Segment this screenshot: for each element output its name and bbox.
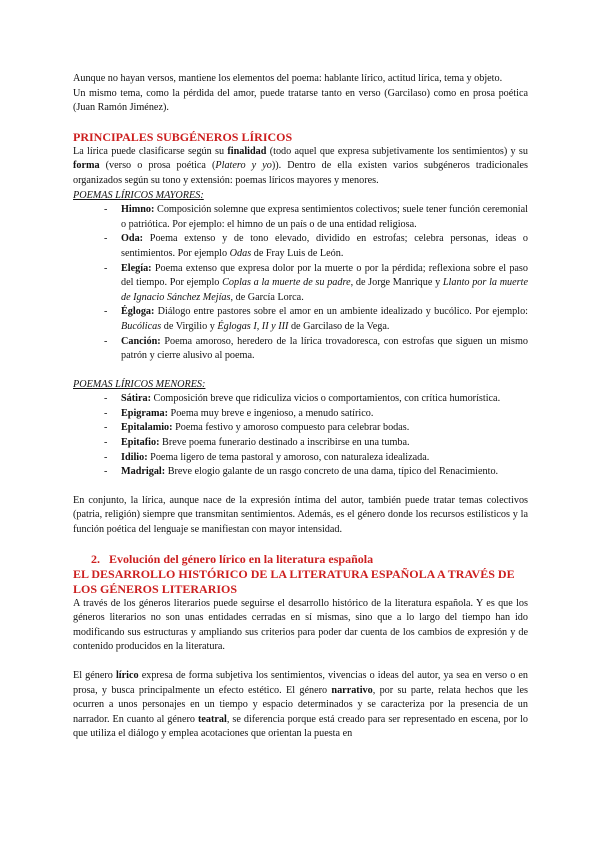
- menores-list: [73, 392, 528, 480]
- list-item: - Elegía: Poema extenso que expresa dolor por la muerte o por la pérdida; reflexiona sobre el paso del tiempo. Por ejemplo Coplas a la muerte de su padre, de Jorge Manrique y Llanto por la muerte de Ignacio Sánchez Mejías, de García Lorca.: [121, 262, 528, 306]
- list-item: - Canción: Poema amoroso, heredero de la lírica trovadoresca, con estrofas que siguen un mismo patrón y cierre alusivo al poema.: [121, 335, 528, 364]
- subgeneros-heading: PRINCIPALES SUBGÉNEROS LÍRICOS: [73, 129, 293, 144]
- menores-heading: POEMAS LÍRICOS MENORES:: [73, 378, 206, 390]
- conclusion-paragraph: En conjunto, la lírica, aunque nace de la expresión íntima del autor, también puede tratar temas colectivos (patria, religión) siempre que transmitan sentimientos. Además, es el género donde los recursos estilísticos y la función poética del lenguaje se manifiestan con mayor intensidad.: [73, 494, 528, 536]
- mayores-list: [73, 203, 528, 364]
- page-content: [73, 72, 528, 742]
- list-item: - Epitafio: Breve poema funerario destinado a inscribirse en una tumba.: [121, 436, 528, 451]
- subgeneros-paragraph: La lírica puede clasificarse según su finalidad (todo aquel que expresa subjetivamente los sentimientos) y su forma (verso o prosa poética (Platero y yo)). Dentro de ella existen varios subgéneros tradicionales organizados según su tono y extensión: poemas líricos mayores y menores.: [73, 145, 528, 186]
- historical-heading: EL DESARROLLO HISTÓRICO DE LA LITERATURA ESPAÑOLA A TRAVÉS DE LOS GÉNEROS LITERARIOS: [73, 566, 515, 596]
- section-title: Evolución del género lírico en la literatura española: [109, 551, 374, 566]
- list-item: - Égloga: Diálogo entre pastores sobre el amor en un ambiente idealizado y bucólico. Por ejemplo: Bucólicas de Virgilio y Églogas I, II y III de Garcilaso de la Vega.: [121, 305, 528, 334]
- list-item: - Idilio: Poema ligero de tema pastoral y amoroso, con naturaleza idealizada.: [121, 451, 528, 466]
- list-item: - Epitalamio: Poema festivo y amoroso compuesto para celebrar bodas.: [121, 421, 528, 436]
- section-number: 2.: [91, 551, 100, 566]
- list-item: - Madrigal: Breve elogio galante de un rasgo concreto de una dama, típico del Renacimiento.: [121, 465, 528, 480]
- list-item: - Sátira: Composición breve que ridiculiza vicios o comportamientos, con crítica humorística.: [121, 392, 528, 407]
- list-item: - Epigrama: Poema muy breve e ingenioso, a menudo satírico.: [121, 407, 528, 422]
- intro-paragraph-1: Aunque no hayan versos, mantiene los elementos del poema: hablante lírico, actitud lírica, tema y objeto.: [73, 73, 503, 84]
- section-2-paragraph-1: A través de los géneros literarios puede seguirse el desarrollo histórico de la literatura española. Y es que los géneros literarios no son unas entidades cerradas en sí mismas, sino que a lo largo del tiempo han ido modificando sus estructuras y ampliando sus criterios para poder dar cuenta de los cambios de expresión y de contenido producidos en la literatura.: [73, 597, 528, 653]
- section-2-heading: [91, 552, 528, 567]
- list-item: - Oda: Poema extenso y de tono elevado, dividido en estrofas; celebra personas, ideas o sentimientos. Por ejemplo Odas de Fray Luis de León.: [121, 232, 528, 261]
- mayores-heading: POEMAS LÍRICOS MAYORES:: [73, 189, 204, 201]
- list-item: - Himno: Composición solemne que expresa sentimientos colectivos; suele tener función ceremonial o patriótica. Por ejemplo: el himno de un país o de una entidad religiosa.: [121, 203, 528, 232]
- section-2-paragraph-2: El género lírico expresa de forma subjetiva los sentimientos, vivencias o ideas del autor, ya sea en verso o en prosa, y busca principalmente un efecto estético. El género narrativo, por su parte, relata hechos que les ocurren a unos personajes en un tiempo y espacio determinados y se caracteriza por la presencia de un narrador. En cuanto al género teatral, se diferencia porque está creado para ser representado en escena, por lo que utiliza el diálogo y emplea acotaciones que orientan la puesta en: [73, 670, 528, 740]
- intro-paragraph-2: Un mismo tema, como la pérdida del amor, puede tratarse tanto en verso (Garcilaso) como en prosa poética (Juan Ramón Jiménez).: [73, 87, 528, 114]
